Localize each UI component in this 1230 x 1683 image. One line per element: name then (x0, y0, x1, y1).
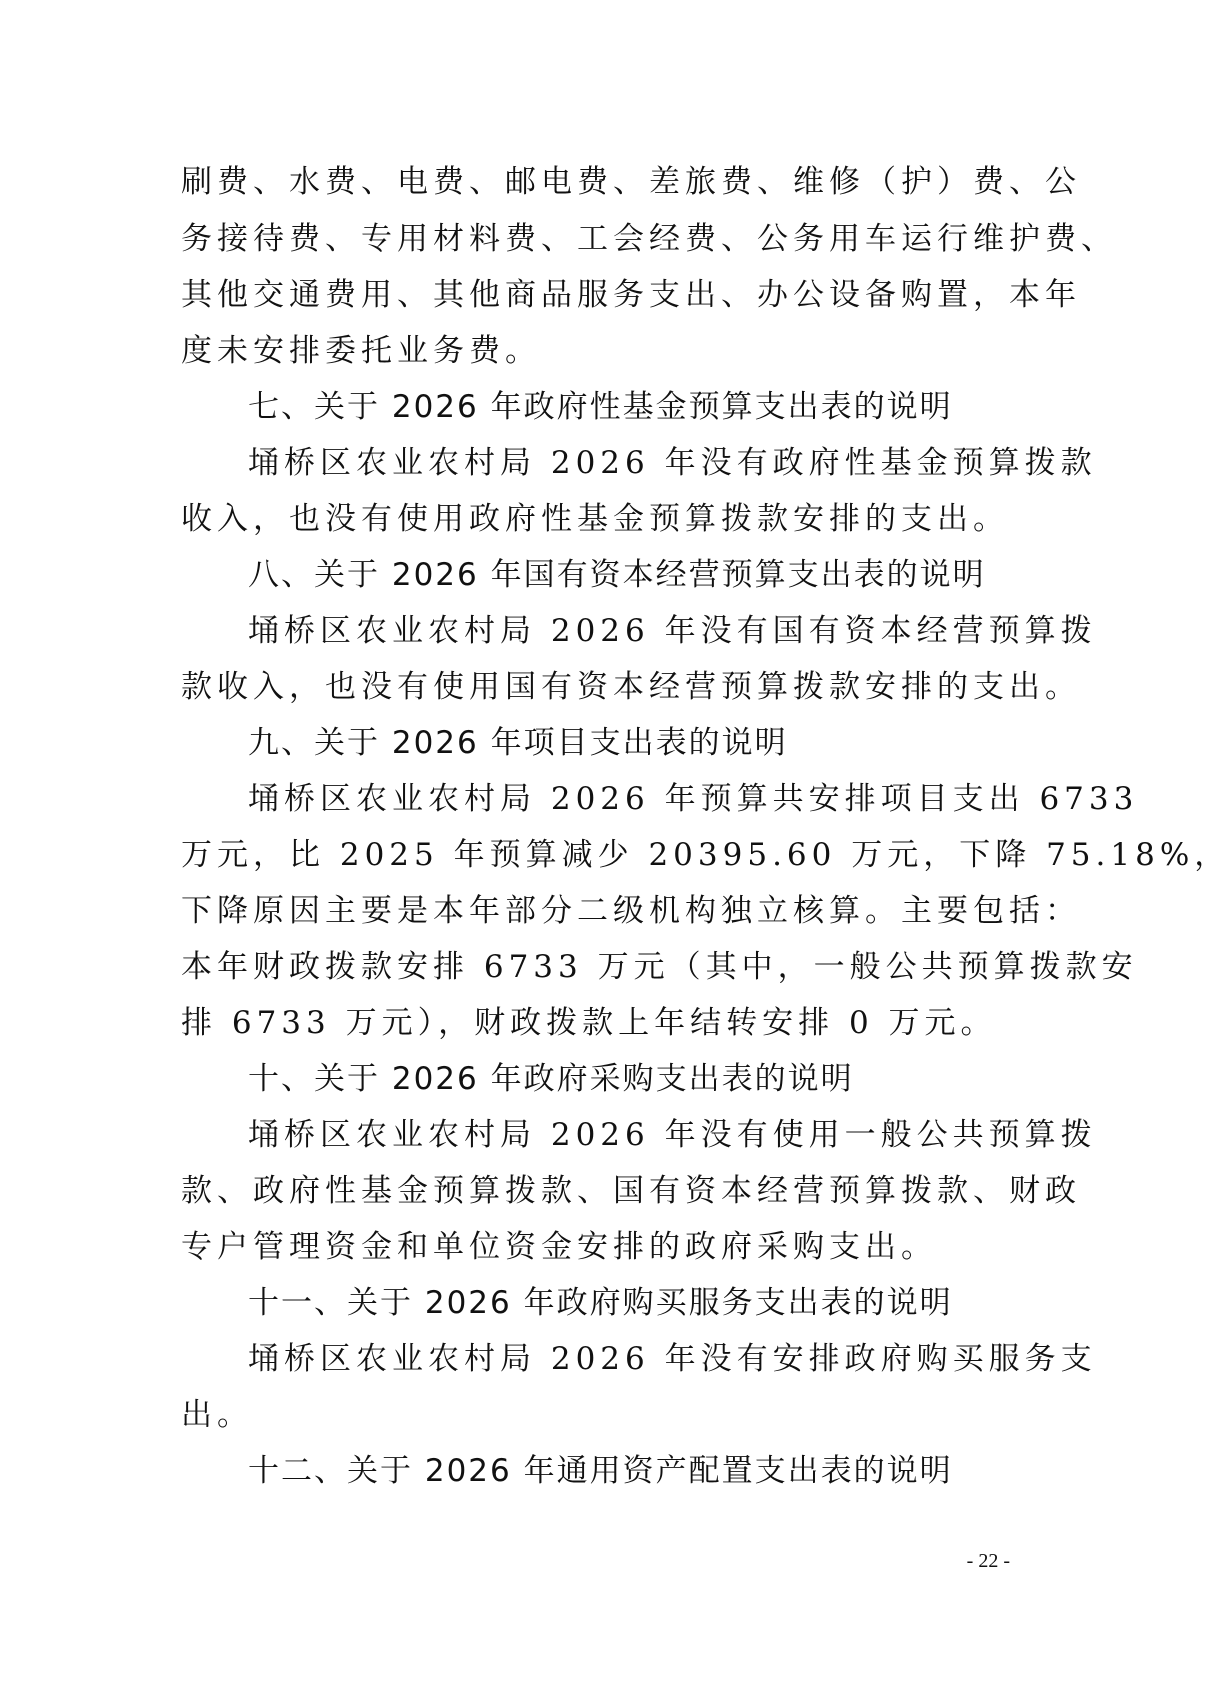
body-text-line: 款、政府性基金预算拨款、国有资本经营预算拨款、财政 (181, 1173, 1081, 1209)
body-text-line: 度未安排委托业务费。 (181, 333, 541, 369)
body-text-line: 本年财政拨款安排 6733 万元（其中，一般公共预算拨款安 (181, 949, 1138, 985)
body-text-line: 其他交通费用、其他商品服务支出、办公设备购置，本年 (181, 277, 1081, 313)
body-text-line: 埇桥区农业农村局 2026 年没有国有资本经营预算拨 (248, 613, 1097, 649)
body-text-line: 排 6733 万元），财政拨款上年结转安排 0 万元。 (181, 1005, 997, 1041)
body-text-line: 刷费、水费、电费、邮电费、差旅费、维修（护）费、公 (181, 164, 1081, 200)
section-heading-12: 十二、关于 2026 年通用资产配置支出表的说明 (248, 1453, 953, 1489)
body-text-line: 埇桥区农业农村局 2026 年没有使用一般公共预算拨 (248, 1117, 1097, 1153)
section-heading-11: 十一、关于 2026 年政府购买服务支出表的说明 (248, 1285, 953, 1321)
body-text-line: 下降原因主要是本年部分二级机构独立核算。主要包括： (181, 893, 1081, 929)
section-heading-10: 十、关于 2026 年政府采购支出表的说明 (248, 1061, 854, 1097)
body-text-line: 埇桥区农业农村局 2026 年没有政府性基金预算拨款 (248, 445, 1097, 481)
section-heading-9: 九、关于 2026 年项目支出表的说明 (248, 725, 788, 761)
page-number: - 22 - (966, 1550, 1010, 1572)
body-text-line: 埇桥区农业农村局 2026 年预算共安排项目支出 6733 (248, 781, 1139, 817)
body-text-line: 出。 (181, 1397, 253, 1433)
body-text-line: 收入，也没有使用政府性基金预算拨款安排的支出。 (181, 501, 1009, 537)
body-text-line: 务接待费、专用材料费、工会经费、公务用车运行维护费、 (181, 221, 1117, 257)
body-text-line: 万元，比 2025 年预算减少 20395.60 万元，下降 75.18%， (181, 837, 1230, 873)
section-heading-8: 八、关于 2026 年国有资本经营预算支出表的说明 (248, 557, 986, 593)
section-heading-7: 七、关于 2026 年政府性基金预算支出表的说明 (248, 389, 953, 425)
body-text-line: 款收入，也没有使用国有资本经营预算拨款安排的支出。 (181, 669, 1081, 705)
body-text-line: 专户管理资金和单位资金安排的政府采购支出。 (181, 1229, 937, 1265)
body-text-line: 埇桥区农业农村局 2026 年没有安排政府购买服务支 (248, 1341, 1097, 1377)
